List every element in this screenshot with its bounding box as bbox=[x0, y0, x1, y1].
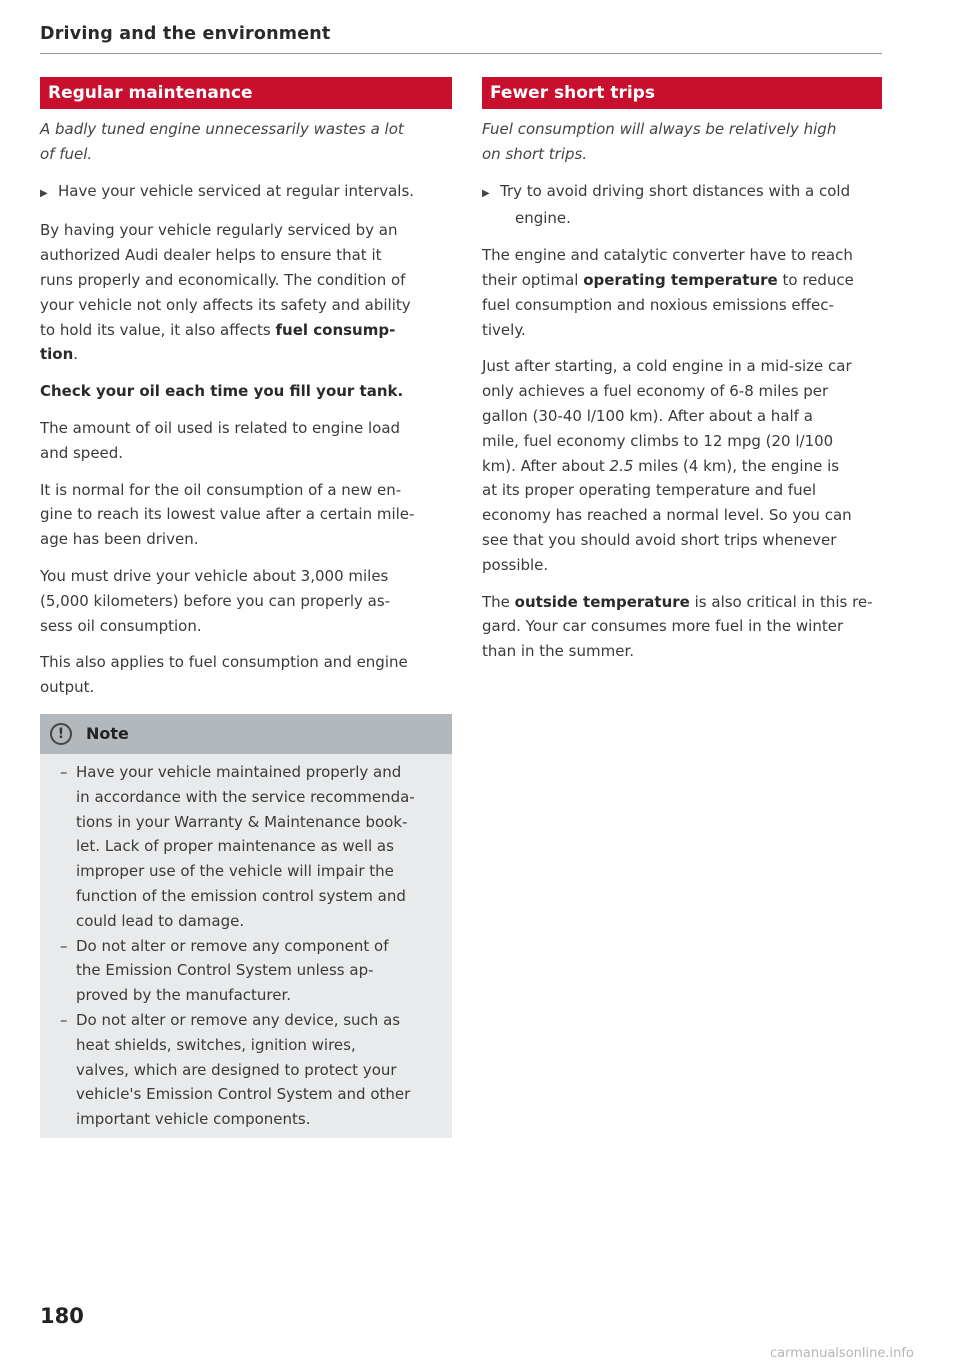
oil-check-heading: Check your oil each time you fill your tank. bbox=[40, 382, 404, 401]
right-column bbox=[482, 77, 882, 676]
note-header bbox=[40, 714, 452, 754]
intro-text: Fuel consumption will always be relatively high on short trips. bbox=[482, 120, 837, 163]
paragraph: This also applies to fuel consumption and engine output. bbox=[40, 653, 408, 697]
paragraph: It is normal for the oil consumption of a new en- gine to reach its lowest value after a certain mile- age has been driven. bbox=[40, 480, 415, 549]
paragraph: By having your vehicle regularly serviced by an authorized Audi dealer helps to ensure that it runs properly and economically. The condition of your vehicle not only affects its safety and ability to hold its value, it also affects fuel consump- tion. bbox=[40, 221, 411, 364]
paragraph: The engine and catalytic converter have to reach their optimal operating temperature to reduce fuel consumption and noxious emissions effec- tively. bbox=[482, 246, 854, 339]
paragraph: You must drive your vehicle about 3,000 miles (5,000 kilometers) before you can properly as- sess oil consumption. bbox=[40, 566, 391, 635]
paragraph: Just after starting, a cold engine in a mid-size car only achieves a fuel economy of 6-8 miles per gallon (30-40 l/100 km). After about a half a mile, fuel economy climbs to 12 mpg (20 l/100 km). After about 2.5 miles (4 km), the engine is at its proper operating temperature and fuel economy has reached a normal level. So you can see that you should avoid short trips whenever possible. bbox=[482, 357, 852, 574]
paragraph: The outside temperature is also critical in this re- gard. Your car consumes more fuel in the winter than in the summer. bbox=[482, 592, 873, 661]
note-list-item: – Do not alter or remove any component of the Emission Control System unless ap- proved by the manufacturer. bbox=[60, 936, 389, 1005]
page-number: 180 bbox=[40, 1304, 84, 1328]
note-list-item: – Do not alter or remove any device, such as heat shields, switches, ignition wires, valves, which are designed to protect your vehicle's Emission Control System and other important vehicle components. bbox=[60, 1010, 411, 1129]
exclamation-circle-icon: ! bbox=[50, 723, 72, 745]
section-heading-fewer-short-trips: Fewer short trips bbox=[482, 77, 882, 109]
note-box bbox=[40, 714, 452, 1138]
header-divider bbox=[40, 53, 882, 54]
left-column bbox=[40, 77, 452, 1138]
page-header-title: Driving and the environment bbox=[40, 24, 331, 44]
paragraph: The amount of oil used is related to engine load and speed. bbox=[40, 418, 401, 462]
arrow-bullet-icon: ▶ bbox=[482, 187, 490, 199]
instruction-step: ▶ Have your vehicle serviced at regular intervals. bbox=[40, 179, 452, 207]
instruction-step: ▶ Try to avoid driving short distances with a cold engine. bbox=[482, 181, 851, 228]
note-list-item: – Have your vehicle maintained properly and in accordance with the service recommenda- tions in your Warranty & Maintenance book- let. Lack of proper maintenance as well as improper use of the vehicle will impair the function of the emission control system and could lead to damage. bbox=[60, 762, 415, 930]
arrow-bullet-icon: ▶ bbox=[40, 187, 48, 199]
watermark: carmanualsonline.info bbox=[770, 1346, 914, 1361]
note-title: Note bbox=[86, 724, 129, 744]
note-body bbox=[40, 754, 452, 1138]
intro-text: A badly tuned engine unnecessarily wastes a lot of fuel. bbox=[40, 120, 404, 163]
section-heading-regular-maintenance: Regular maintenance bbox=[40, 77, 452, 109]
